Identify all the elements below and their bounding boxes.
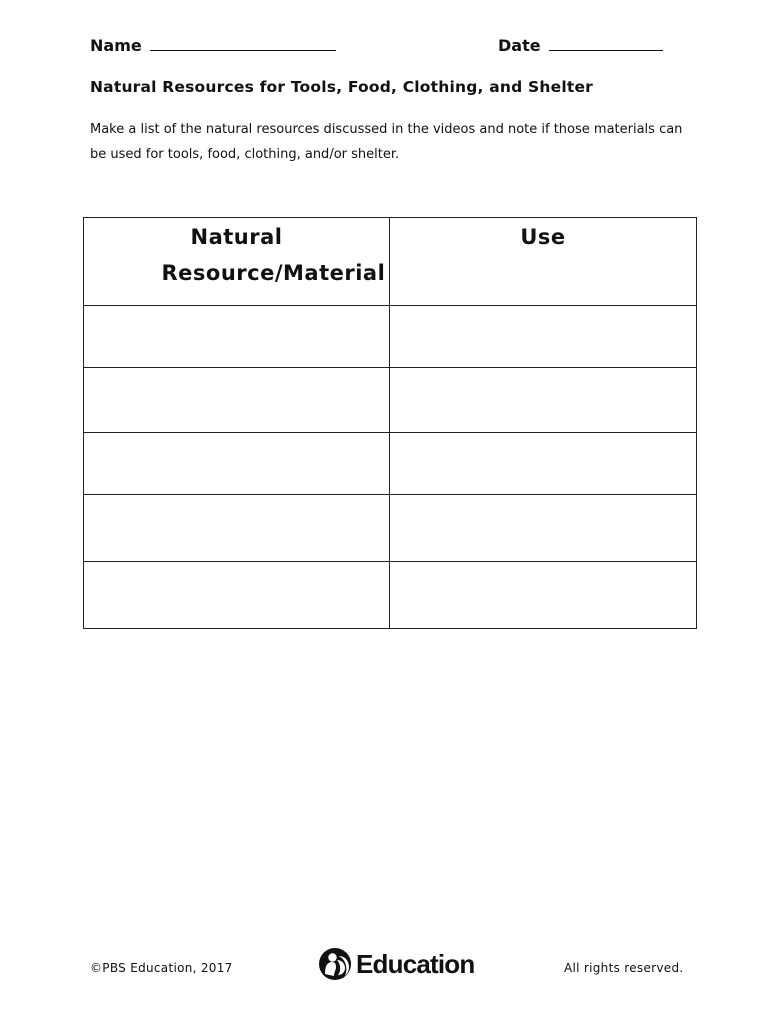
- name-blank-line[interactable]: [150, 36, 336, 51]
- use-cell[interactable]: [390, 562, 697, 629]
- resource-cell[interactable]: [84, 495, 390, 562]
- use-cell[interactable]: [390, 495, 697, 562]
- table-row: [84, 495, 697, 562]
- pbs-education-logo: [318, 947, 474, 981]
- resource-cell[interactable]: [84, 433, 390, 495]
- header-natural-resource: Natural Resource/Material: [84, 218, 390, 306]
- header-use: Use: [390, 218, 697, 306]
- date-blank-line[interactable]: [549, 36, 663, 51]
- resource-cell[interactable]: [84, 368, 390, 433]
- page-title: Natural Resources for Tools, Food, Clothing, and Shelter: [90, 78, 593, 96]
- use-cell[interactable]: [390, 368, 697, 433]
- table-row: [84, 368, 697, 433]
- pbs-head-icon: [318, 947, 352, 981]
- logo-text: Education: [356, 948, 475, 979]
- name-field: [90, 36, 336, 55]
- instructions-text: Make a list of the natural resources discussed in the videos and note if those materials can be used for tools, food, clothing, and/or shelter.: [90, 122, 683, 162]
- resources-table: [83, 217, 697, 629]
- resource-cell[interactable]: [84, 562, 390, 629]
- use-cell[interactable]: [390, 433, 697, 495]
- copyright-text: ©PBS Education, 2017: [90, 961, 233, 975]
- use-cell[interactable]: [390, 306, 697, 368]
- date-label: Date: [498, 36, 541, 55]
- date-field: [498, 36, 663, 55]
- table-row: [84, 562, 697, 629]
- rights-text: All rights reserved.: [564, 961, 684, 975]
- table-row: [84, 306, 697, 368]
- table-header-row: [84, 218, 697, 306]
- resource-cell[interactable]: [84, 306, 390, 368]
- name-label: Name: [90, 36, 142, 55]
- table-row: [84, 433, 697, 495]
